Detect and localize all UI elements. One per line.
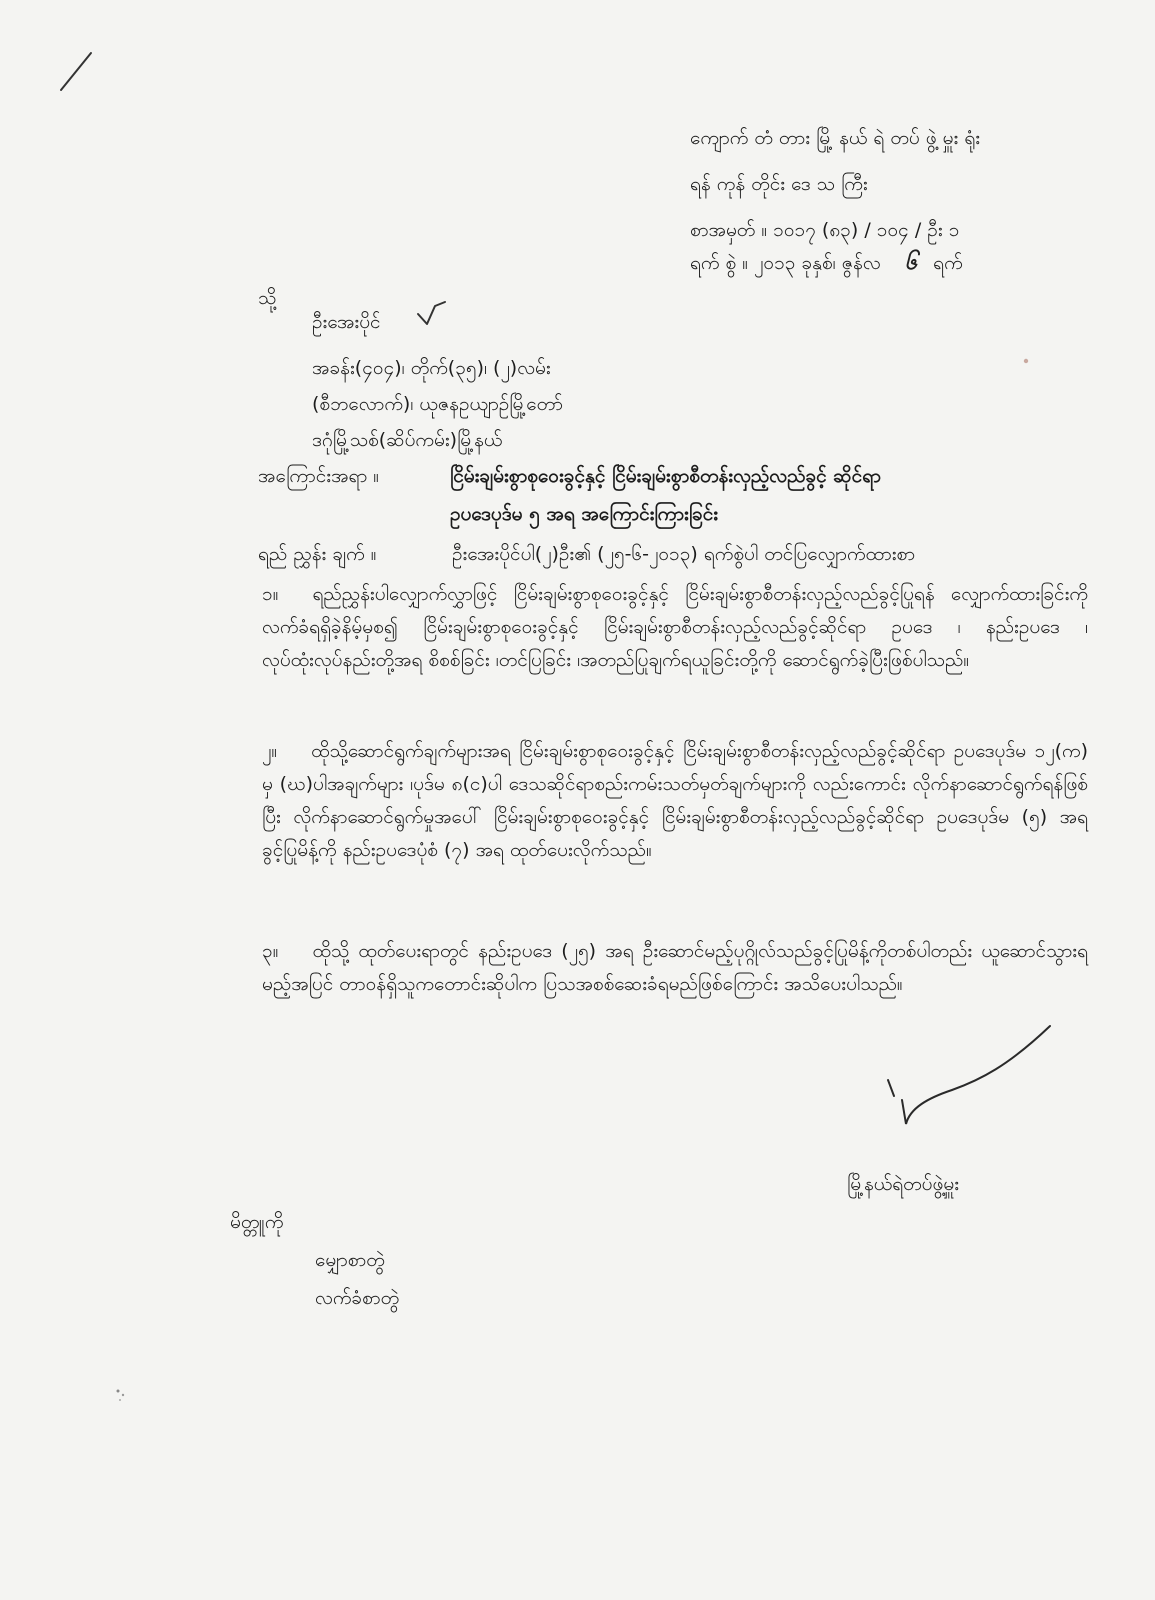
- address-line-1: အခန်း(၄၀၄)၊ တိုက်(၃၅)၊ (၂)လမ်း: [312, 357, 551, 379]
- pen-mark-icon: [55, 50, 95, 95]
- paragraph-3: [262, 935, 1088, 1001]
- paragraph-number: ၃။: [262, 940, 279, 962]
- addressee-name: ဦးအေးပိုင်: [312, 311, 381, 333]
- paragraph-number: ၁။: [262, 583, 279, 605]
- date-suffix: ရက်: [933, 252, 963, 274]
- signature-mark: [880, 1020, 1060, 1130]
- reference-text: ဦးအေးပိုင်ပါ(၂)ဦး၏ (၂၅-၆-၂၀၁၃) ရက်စွဲပါ တင်ပြလျှောက်ထားစာ: [452, 543, 916, 565]
- reference-label: ရည် ညွှန်း ချက် ။: [258, 543, 377, 565]
- paragraph-text: ထိုသို့ ထုတ်ပေးရာတွင် နည်းဥပဒေ (၂၅) အရ ဦးဆောင်မည့်ပုဂ္ဂိုလ်သည်ခွင့်ပြုမိန့်ကိုတစ်ပါတည်း ယူဆောင်သွားရမည့်အပြင် တာဝန်ရှိသူကတောင်းဆိုပါက ပြသအစစ်ဆေးခံရမည်ဖြစ်ကြောင်း အသိပေးပါသည်။: [262, 940, 1088, 995]
- paragraph-text: ထိုသို့ဆောင်ရွက်ချက်များအရ ငြိမ်းချမ်းစွာစုဝေးခွင့်နှင့် ငြိမ်းချမ်းစွာစီတန်းလှည့်လည်ခွင့်ဆိုင်ရာ ဥပဒေပုဒ်မ ၁၂(က) မှ (ဃ)ပါအချက်များ ၊ပုဒ်မ ၈(င)ပါ ဒေသဆိုင်ရာစည်းကမ်းသတ်မှတ်ချက်များကို လည်းကောင်း လိုက်နာဆောင်ရွက်ရန်ဖြစ်ပြီး လိုက်နာဆောင်ရွက်မှုအပေါ် ငြိမ်းချမ်းစွာစုဝေးခွင့်နှင့် ငြိမ်းချမ်းစွာစီတန်းလှည့်လည်ခွင့်ဆိုင်ရာ ဥပဒေပုဒ်မ (၅) အရ ခွင့်ပြုမိန့်ကို နည်းဥပဒေပုံစံ (၇) အရ ထုတ်ပေးလိုက်သည်။: [262, 740, 1088, 861]
- copies-label: မိတ္တူကို: [230, 1211, 284, 1233]
- paragraph-2: [262, 735, 1088, 867]
- office-region: ရန် ကုန် တိုင်း ဒေ သ ကြီး: [690, 173, 868, 195]
- letter-date: [690, 249, 963, 277]
- office-name: ကျောက် တံ တား မြို့ နယ် ရဲ တပ် ဖွဲ့ မှူး ရုံး: [690, 127, 981, 149]
- signature-title: မြို့နယ်ရဲတပ်ဖွဲ့မှူး: [847, 1173, 960, 1195]
- paragraph-1: [262, 578, 1088, 677]
- scan-speck-icon: [112, 1385, 132, 1405]
- date-label: ရက် စွဲ ။ ၂၀၁၃ ခုနှစ်၊ ဇွန်လ: [690, 252, 881, 274]
- paragraph-number: ၂။: [262, 740, 278, 762]
- address-line-2: (စီဘလောက်)၊ ယုဇနဥယျာဉ်မြို့တော်: [312, 393, 563, 415]
- letter-number: စာအမှတ် ။ ၁၀၁၇ (၈၃) / ၁၀၄ / ဦး ၁: [690, 219, 960, 241]
- subject-line-2: ဥပဒေပုဒ်မ ၅ အရ အကြောင်းကြားခြင်း: [450, 503, 719, 525]
- to-label: သို့: [258, 287, 277, 309]
- subject-line-1: ငြိမ်းချမ်းစွာစုဝေးခွင့်နှင့် ငြိမ်းချမ်းစွာစီတန်းလှည့်လည်ခွင့် ဆိုင်ရာ: [450, 465, 881, 487]
- paragraph-text: ရည်ညွှန်းပါလျှောက်လွှာဖြင့် ငြိမ်းချမ်းစွာစုဝေးခွင့်နှင့် ငြိမ်းချမ်းစွာစီတန်းလှည့်လည်ခွင့်ပြုရန် လျှောက်ထားခြင်းကို လက်ခံရရှိခဲ့နိမ့်မှစ၍ ငြိမ်းချမ်းစွာစုဝေးခွင့်နှင့် ငြိမ်းချမ်းစွာစီတန်းလှည့်လည်ခွင့်ဆိုင်ရာ ဥပဒေ ၊ နည်းဥပဒေ ၊ လုပ်ထုံးလုပ်နည်းတို့အရ စိစစ်ခြင်း ၊တင်ပြခြင်း ၊အတည်ပြုချက်ရယူခြင်းတို့ကို ဆောင်ရွက်ခဲ့ပြီးဖြစ်ပါသည်။: [262, 583, 1088, 671]
- copies-item-1: မျှောစာတွဲ: [315, 1249, 385, 1271]
- address-line-3: ဒဂုံမြို့သစ်(ဆိပ်ကမ်း)မြို့နယ်: [312, 429, 503, 451]
- checkmark-icon: [415, 298, 451, 328]
- copies-item-2: လက်ခံစာတွဲ: [315, 1287, 400, 1309]
- date-day: ၆: [904, 250, 918, 275]
- subject-label: အကြောင်းအရာ ။: [258, 465, 380, 487]
- scan-speck-icon: [1020, 355, 1032, 367]
